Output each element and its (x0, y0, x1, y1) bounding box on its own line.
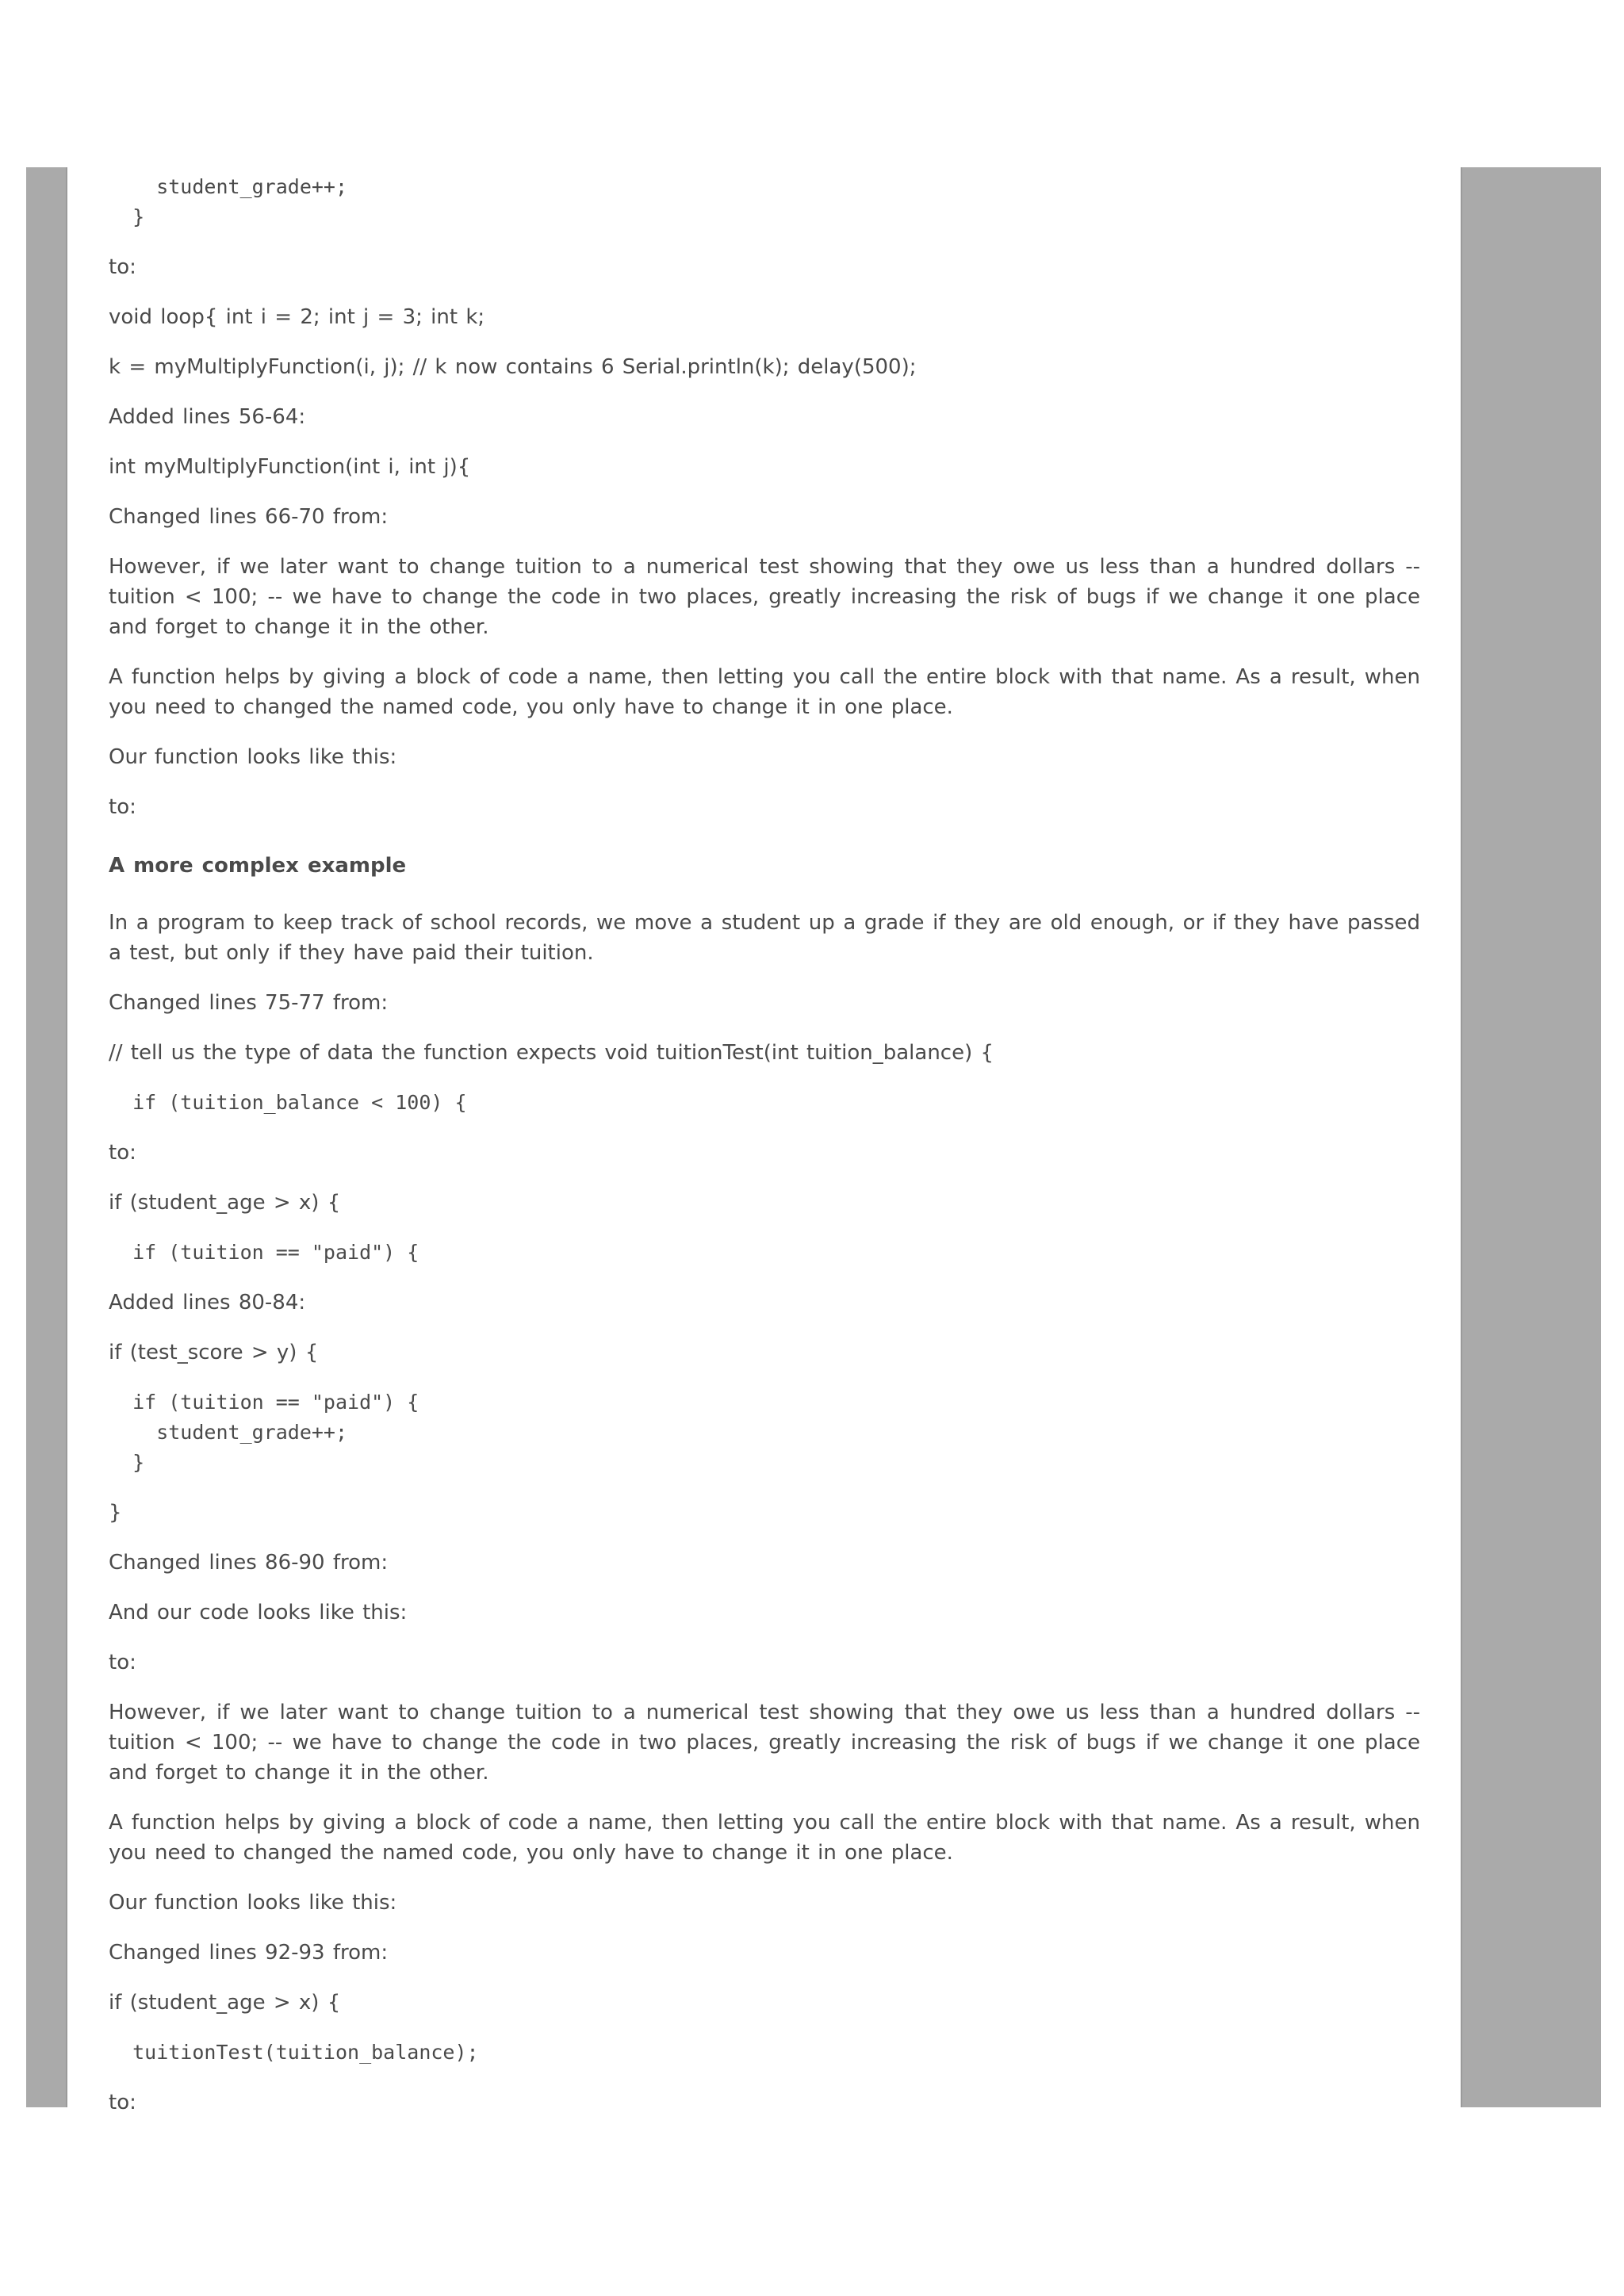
code-block: tuitionTest(tuition_balance); (109, 2041, 479, 2064)
text-line: Changed lines 92-93 from: (109, 1941, 389, 1965)
code-block: student_grade++; } (132, 175, 348, 228)
text-line: Added lines 80-84: (109, 1291, 306, 1314)
code-block: if (tuition == "paid") { (109, 1241, 419, 1264)
code-block: if (tuition == "paid") { student_grade++; } (132, 1391, 419, 1474)
right-margin-bar (1461, 167, 1601, 2107)
text-line: to: (109, 1651, 136, 1674)
text-line: if (student_age > x) { (109, 1991, 341, 2015)
paragraph: In a program to keep track of school records, we move a student up a grade if they are old enough, or if they have passed a test, but only if they have paid their tuition. (109, 911, 1420, 965)
text-line: Our function looks like this: (109, 745, 397, 769)
text-line: to: (109, 255, 136, 279)
document-content (109, 172, 1420, 2137)
paragraph: A function helps by giving a block of code a name, then letting you call the entire block with that name. As a result, when you need to changed the named code, you only have to change it in one place. (109, 665, 1420, 719)
text-line: to: (109, 795, 136, 819)
paragraph: However, if we later want to change tuition to a numerical test showing that they owe us less than a hundred dollars -- tuition < 100; -- we have to change the code in two places, greatly increasing the risk of bugs if we change it one place and forget to change it in the other. (109, 1701, 1420, 1785)
text-line: to: (109, 1141, 136, 1165)
text-line: And our code looks like this: (109, 1601, 408, 1624)
text-line: Changed lines 86-90 from: (109, 1551, 389, 1575)
text-line: void loop{ int i = 2; int j = 3; int k; (109, 305, 485, 329)
text-line: int myMultiplyFunction(int i, int j){ (109, 455, 471, 479)
text-line: Changed lines 75-77 from: (109, 991, 389, 1015)
text-line: Our function looks like this: (109, 1891, 397, 1915)
text-line: k = myMultiplyFunction(i, j); // k now contains 6 Serial.println(k); delay(500); (109, 355, 917, 379)
section-heading: A more complex example (109, 854, 407, 878)
text-line: to: (109, 2091, 136, 2114)
left-margin-bar (26, 167, 67, 2107)
text-line: if (test_score > y) { (109, 1341, 319, 1364)
text-line: } (109, 1501, 122, 1525)
paragraph: A function helps by giving a block of code a name, then letting you call the entire block with that name. As a result, when you need to changed the named code, you only have to change it in one place. (109, 1811, 1420, 1865)
text-line: if (student_age > x) { (109, 1191, 341, 1215)
paragraph: However, if we later want to change tuition to a numerical test showing that they owe us less than a hundred dollars -- tuition < 100; -- we have to change the code in two places, greatly increasing the risk of bugs if we change it one place and forget to change it in the other. (109, 555, 1420, 639)
text-line: Changed lines 66-70 from: (109, 505, 389, 529)
text-line: Added lines 56-64: (109, 405, 306, 429)
text-line: // tell us the type of data the function expects void tuitionTest(int tuition_balance) { (109, 1041, 994, 1065)
code-block: if (tuition_balance < 100) { (109, 1091, 467, 1114)
